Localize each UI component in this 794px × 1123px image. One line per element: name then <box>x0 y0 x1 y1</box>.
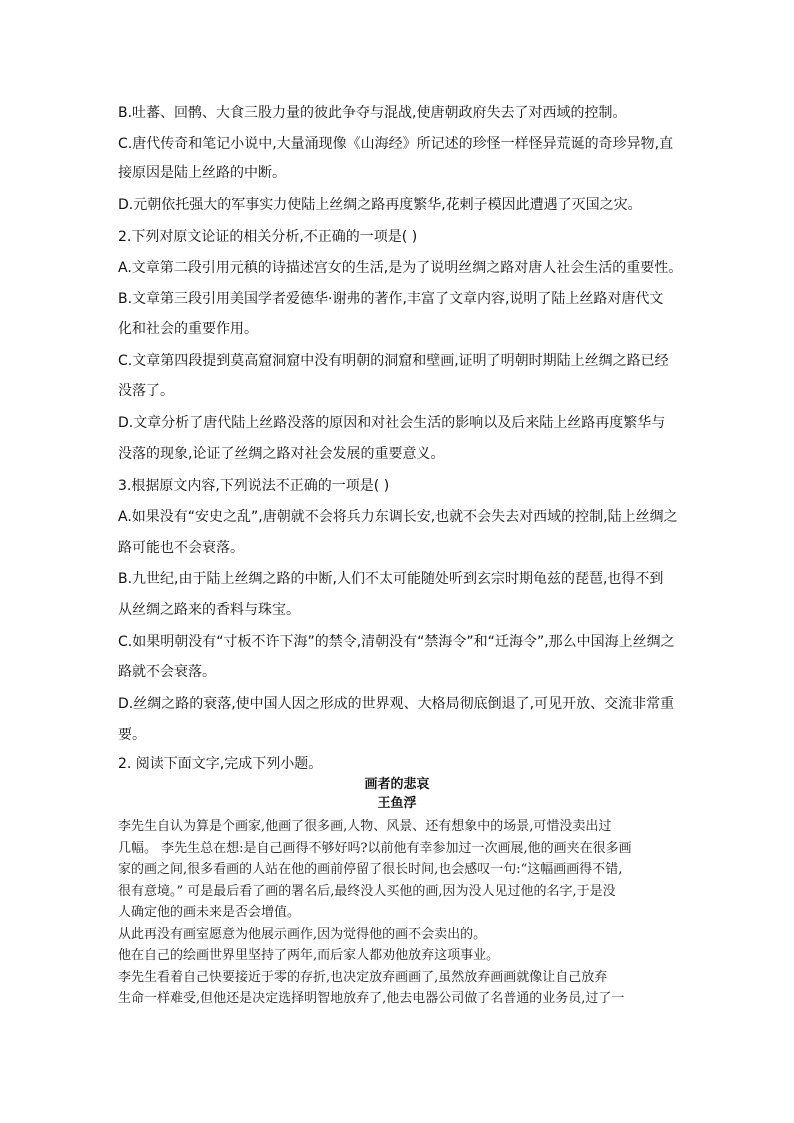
story-line: 生命一样难受,但他还是决定选择明智地放弃了,他去电器公司做了名普通的业务员,过了一 <box>118 991 625 1006</box>
q2-option-b-line1: B.文章第三段引用美国学者爱德华·谢弗的著作,丰富了文章内容,说明了陆上丝路对唐代文 <box>118 291 664 307</box>
q3-option-b-line2: 从丝绸之路来的香料与珠宝。 <box>118 602 300 618</box>
q3-option-b-line1: B.九世纪,由于陆上丝绸之路的中断,人们不太可能随处听到玄宗时期龟兹的琵琶,也得不到 <box>118 571 664 587</box>
story-line: 家的画之间,很多看画的人站在他的画前停留了很长时间,也会感叹一句:“这幅画画得不错, <box>118 862 623 877</box>
q3-stem: 3.根据原文内容,下列说法不正确的一项是( ) <box>118 478 390 494</box>
q1-option-c-line2: 接原因是陆上丝路的中断。 <box>118 165 286 181</box>
q2-option-d-line1: D.文章分析了唐代陆上丝路没落的原因和对社会生活的影响以及后来陆上丝路再度繁华与 <box>118 415 666 431</box>
story-author: 王鱼浮 <box>377 796 417 811</box>
story-line: 人确定他的画未来是否会增值。 <box>118 905 301 920</box>
story-line: 从此再没有画室愿意为他展示画作,因为觉得他的画不会卖出的。 <box>118 927 487 942</box>
q2-option-c-line2: 没落了。 <box>118 383 174 399</box>
q1-option-b: B.吐蕃、回鹘、大食三股力量的彼此争夺与混战,使唐朝政府失去了对西域的控制。 <box>118 105 627 121</box>
q2-option-c-line1: C.文章第四段提到莫高窟洞窟中没有明朝的洞窟和壁画,证明了明朝时期陆上丝绸之路已经 <box>118 353 669 369</box>
q1-option-c-line1: C.唐代传奇和笔记小说中,大量涌现像《山海经》所记述的珍怪一样怪异荒诞的奇珍异物,直 <box>118 136 674 152</box>
q3-option-c-line1: C.如果明朝没有“寸板不许下海”的禁令,清朝没有“禁海令”和“迁海令”,那么中国海上丝绸之 <box>118 634 675 650</box>
q2-option-b-line2: 化和社会的重要作用。 <box>118 321 258 337</box>
q3-option-d-line2: 要。 <box>118 727 146 743</box>
story-line: 李先生看着自己快要接近于零的存折,也决定放弃画画了,虽然放弃画画就像让自己放弃 <box>118 970 608 985</box>
story-line: 几幅。 李先生总在想:是自己画得不够好吗?以前他有幸参加过一次画展,他的画夹在很多画 <box>118 841 632 856</box>
q3-option-d-line1: D.丝绸之路的衰落,使中国人因之形成的世界观、大格局彻底倒退了,可见开放、交流非常重 <box>118 696 675 712</box>
story-line: 他在自己的绘画世界里坚持了两年,而后家人都劝他放弃这项事业。 <box>118 948 500 963</box>
q2-option-d-line2: 没落的现象,论证了丝绸之路对社会发展的重要意义。 <box>118 446 445 462</box>
section2-instruction: 2. 阅读下面文字,完成下列小题。 <box>118 756 323 772</box>
story-line: 李先生自认为算是个画家,他画了很多画,人物、风景、还有想象中的场景,可惜没卖出过 <box>118 819 612 834</box>
story-title: 画者的悲哀 <box>364 777 430 792</box>
q2-option-a: A.文章第二段引用元稹的诗描述宫女的生活,是为了说明丝绸之路对唐人社会生活的重要性。 <box>118 260 683 276</box>
q3-option-a-line2: 路可能也不会衰落。 <box>118 540 244 556</box>
q3-option-a-line1: A.如果没有“安史之乱”,唐朝就不会将兵力东调长安,也就不会失去对西域的控制,陆上丝绸之 <box>118 509 678 525</box>
story-line: 很有意境。” 可是最后看了画的署名后,最终没人买他的画,因为没人见过他的名字,于是没 <box>118 884 616 899</box>
q1-option-d: D.元朝依托强大的军事实力使陆上丝绸之路再度繁华,花剌子模因此遭遇了灭国之灾。 <box>118 197 642 213</box>
q2-stem: 2.下列对原文论证的相关分析,不正确的一项是( ) <box>118 229 418 245</box>
q3-option-c-line2: 路就不会衰落。 <box>118 664 216 680</box>
